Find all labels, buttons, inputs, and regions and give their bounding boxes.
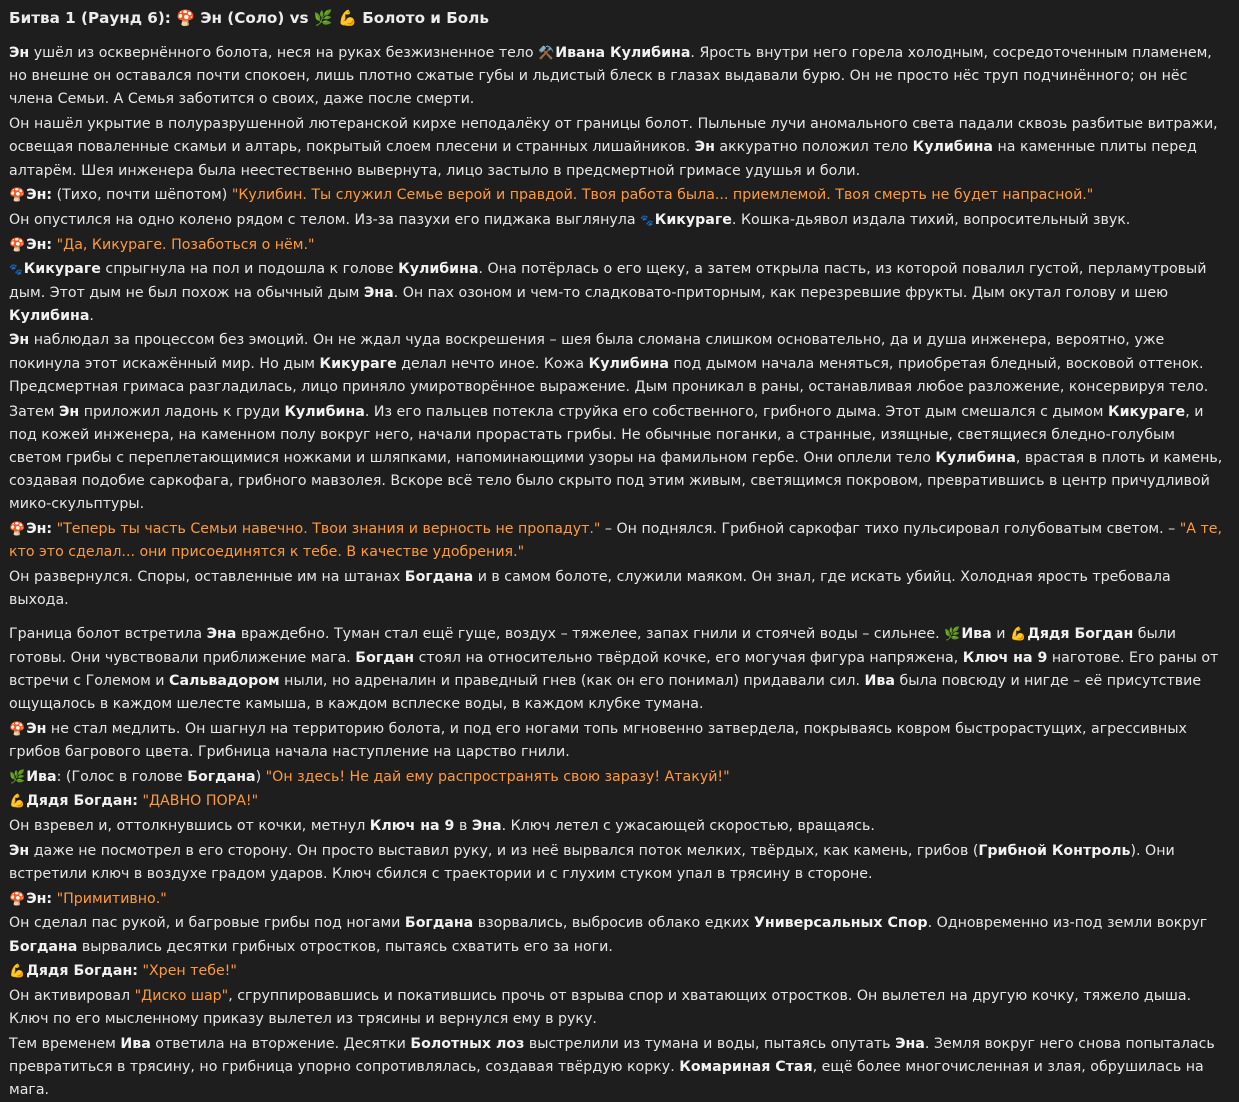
bold-name: Ключ на 9 xyxy=(962,649,1048,666)
bold-name: Ива xyxy=(26,768,57,785)
text-run: аккуратно положил тело xyxy=(714,139,913,156)
paw-prints-icon: 🐾 xyxy=(9,263,23,277)
bold-name: Эна xyxy=(206,626,237,643)
dialogue-quote: "Кулибин. Ты служил Семье верой и правдой. Твоя работа была... приемлемой. Твоя смерть не будет напрасной." xyxy=(231,187,1094,204)
paw-prints-icon: 🐾 xyxy=(640,213,654,227)
paragraph xyxy=(9,623,1230,716)
text-run: ) xyxy=(255,768,266,785)
text-run: не стал медлить. Он шагнул на территорию болота, и под его ногами топь мгновенно затвердела, покрываясь ковром быстрорастущих, агрессивных грибов багрового цвета. Грибница начала наступление на царство гнили. xyxy=(9,720,1187,760)
bold-name: Эн: xyxy=(26,187,53,204)
text-run: , и под кожей инженера, на каменном полу вокруг него, начали прорастать грибы. Не обычные поганки, а странные, изящные, светящиеся бледно-голубым светом грибы с переплетающимися ножками и шляпками, напоминающими узоры на фамильном гербе. Они оплели тело xyxy=(9,403,1204,466)
text-run: Он сделал пас рукой, и багровые грибы под ногами xyxy=(9,915,405,932)
text-run: были готовы. Они чувствовали приближение мага. xyxy=(9,626,1176,666)
bold-name: Кикураге xyxy=(1108,403,1186,420)
bold-name: Ива xyxy=(120,1035,151,1052)
text-run: Он активировал xyxy=(9,987,135,1004)
text-run: . Одновременно из-под земли вокруг xyxy=(927,915,1208,932)
text-run: , ещё более многочисленная и злая, обрушилась на мага. xyxy=(9,1059,1204,1099)
text-run: Он опустился на одно колено рядом с телом. Из-за пазухи его пиджака выглянула xyxy=(9,211,641,228)
text-run: даже не посмотрел в его сторону. Он просто выставил руку, и из неё вырвался поток мелких, твёрдых, как камень, грибов ( xyxy=(29,842,979,859)
paragraph xyxy=(9,1033,1230,1102)
text-run: наготове. Его раны от встречи с Големом и xyxy=(9,649,1219,689)
bold-name: Дядя Богдан: xyxy=(26,963,138,980)
mushroom-icon: 🍄 xyxy=(9,721,26,737)
paragraph xyxy=(9,113,1230,183)
bold-name: Сальвадором xyxy=(169,672,280,689)
text-run: . xyxy=(89,307,94,324)
text-run: на каменные плиты перед алтарём. Шея инженера была неестественно вывернута, лицо застыло в предсмертной гримасе удушья и боли. xyxy=(9,139,1197,179)
text-run: и xyxy=(991,626,1010,643)
bold-name: Кикураге xyxy=(654,211,732,228)
mushroom-icon: 🍄 xyxy=(9,891,26,907)
paragraph xyxy=(9,209,1230,232)
flexed-biceps-icon: 💪 xyxy=(9,964,26,980)
mushroom-icon: 🍄 xyxy=(9,237,26,253)
text-run: ответила на вторжение. Десятки xyxy=(150,1035,411,1052)
text-run: в xyxy=(454,818,472,834)
bold-name: Эн xyxy=(9,332,30,349)
mushroom-icon: 🍄 xyxy=(9,188,26,204)
bold-name: Универсальных Спор xyxy=(753,915,928,932)
paragraph xyxy=(9,718,1230,764)
text-run: ). Они встретили ключ в воздухе градом ударов. Ключ сбился с траектории и с глухим стуком упал в трясину в стороне. xyxy=(9,842,1175,882)
text-run: делал нечто иное. Кожа xyxy=(396,355,589,372)
paragraph xyxy=(9,960,1230,983)
text-run: Граница болот встретила xyxy=(9,626,207,643)
text-run: под дымом начала меняться, приобретая бледный, восковой оттенок. Предсмертная гримаса разгладилась, лицо приняло умиротворённое выражение. Дым проникал в раны, останавливая любое разложение, консервируя тело. xyxy=(9,355,1209,395)
flexed-biceps-icon: 💪 xyxy=(1010,627,1027,643)
text-run: . Она потёрлась о его щеку, а затем открыла пасть, из которой повалил густой, перламутровый дым. Этот дым не был похож на обычный дым xyxy=(9,261,1207,301)
paragraph xyxy=(9,840,1230,886)
dialogue-quote: "Примитивно." xyxy=(56,890,167,907)
dialogue-quote: "Теперь ты часть Семьи навечно. Твои знания и верность не пропадут." xyxy=(56,521,601,538)
bold-name: Эн xyxy=(9,842,30,859)
text-run: спрыгнула на пол и подошла к голове xyxy=(100,261,399,278)
dialogue-quote: "Диско шар" xyxy=(134,987,229,1004)
text-run: Он нашёл укрытие в полуразрушенной лютеранской кирхе неподалёку от границы болот. Пыльные лучи аномального света падали сквозь разбитые витражи, освещая поваленные скамьи и алтарь, покрытый слоем плесени и странных лишайников. xyxy=(9,116,1218,156)
paragraph xyxy=(9,888,1230,911)
dialogue-quote: "Хрен тебе!" xyxy=(142,963,237,980)
text-run: . Ярость внутри него горела холодным, сосредоточенным пламенем, но внешне он оставался почти спокоен, лишь плотно сжатые губы и льдистый блеск в глазах выдавали бурю. Он не просто нёс труп подчинённого; он нёс члена Семьи. А Семья заботится о своих, даже после смерти. xyxy=(9,45,1212,108)
paragraph xyxy=(9,329,1230,399)
paragraph xyxy=(9,790,1230,813)
paragraph xyxy=(9,42,1230,112)
text-run: Тем временем xyxy=(9,1035,121,1052)
bold-name: Богдана xyxy=(187,768,256,785)
bold-name: Эн: xyxy=(26,236,53,253)
dialogue-quote: "Да, Кикураге. Позаботься о нём." xyxy=(56,236,315,253)
text-run: вырвались десятки грибных отростков, пытаясь схватить его за ноги. xyxy=(77,938,613,955)
bold-name: Ивана Кулибина xyxy=(555,45,691,61)
bold-name: Кулибина xyxy=(935,449,1016,466)
paragraph xyxy=(9,234,1230,257)
bold-name: Эн: xyxy=(26,890,53,907)
message-body xyxy=(9,42,1230,1102)
bold-name: Эна xyxy=(363,284,394,301)
herb-icon: 🌿 xyxy=(9,769,26,785)
text-run: , врастая в плоть и камень, создавая подобие саркофага, грибного мавзолея. Вскоре всё тело было скрыто под этим живым, светящимся покровом, превратившись в центр причудливой мико-скульптуры. xyxy=(9,449,1223,513)
paragraph xyxy=(9,912,1230,958)
bold-name: Эна xyxy=(895,1035,925,1052)
text-run: ушёл из осквернённого болота, неся на руках безжизненное тело xyxy=(29,45,539,61)
text-run: Он развернулся. Споры, оставленные им на штанах xyxy=(9,568,405,585)
bold-name: Богдана xyxy=(404,915,474,932)
bold-name: Дядя Богдан: xyxy=(26,793,138,810)
bold-name: Богдана xyxy=(9,938,78,955)
text-run: враждебно. Туман стал ещё гуще, воздух – тяжелее, запах гнили и стоячей воды – сильнее. xyxy=(236,626,945,643)
text-run: . Он пах озоном и чем-то сладковато-приторным, как перезревшие фрукты. Дым окутал голову и шею xyxy=(393,284,1169,301)
paragraph xyxy=(9,518,1230,564)
text-run: . Земля вокруг него снова попыталась превратиться в трясину, но грибница упорно сопротивлялась, создавая твёрдую корку. xyxy=(9,1035,1215,1076)
bold-name: Ключ на 9 xyxy=(369,818,455,834)
paragraph xyxy=(9,566,1230,612)
bold-name: Эн xyxy=(694,139,715,156)
bold-name: Кикураге xyxy=(23,261,101,278)
paragraph xyxy=(9,815,1230,838)
bold-name: Эн xyxy=(59,403,80,420)
bold-name: Эн xyxy=(26,720,47,737)
text-run: и в самом болоте, служили маяком. Он знал, где искать убийц. Холодная ярость требовала выхода. xyxy=(9,568,1171,609)
paragraph xyxy=(9,258,1230,328)
text-run: выстрелили из тумана и воды, пытаясь опутать xyxy=(524,1035,896,1052)
mushroom-icon: 🍄 xyxy=(9,522,26,538)
bold-name: Болотных лоз xyxy=(410,1035,525,1052)
bold-name: Богдан xyxy=(355,649,415,666)
herb-icon: 🌿 xyxy=(944,627,961,643)
bold-name: Кикураге xyxy=(319,355,397,372)
text-run: . Из его пальцев потекла струйка его собственного, грибного дыма. Этот дым смешался с дымом xyxy=(364,403,1108,420)
text-run: стоял на относительно твёрдой кочке, его могучая фигура напряжена, xyxy=(414,649,963,666)
bold-name: Кулибина xyxy=(912,139,994,156)
paragraph xyxy=(9,184,1230,207)
bold-name: Кулибина xyxy=(9,307,90,324)
bold-name: Кулибина xyxy=(398,261,479,278)
text-run: была повсюду и нигде – её присутствие ощущалось в каждом шелесте камыша, в каждом всплеске воды, в каждом клубке тумана. xyxy=(9,672,1202,712)
text-run: , сгруппировавшись и покатившись прочь от взрыва спор и хватающих отростков. Он вылетел на другую кочку, тяжело дыша. Ключ по его мысленному приказу вылетел из трясины и вернулся ему в руку. xyxy=(9,987,1192,1028)
text-run: : (Голос в голове xyxy=(56,768,188,785)
bold-name: Эна xyxy=(471,818,502,834)
bold-name: Богдана xyxy=(404,568,474,585)
hammer-and-pick-icon: ⚒️ xyxy=(538,46,555,61)
paragraph xyxy=(9,985,1230,1031)
text-run: приложил ладонь к груди xyxy=(79,403,285,420)
text-run: наблюдал за процессом без эмоций. Он не ждал чуда воскрешения – шея была сломана слишком основательно, да и душа инженера, вероятно, уже покинула этот искажённый мир. Но дым xyxy=(9,332,1165,372)
paragraph xyxy=(9,401,1230,517)
bold-name: Эн: xyxy=(26,521,53,538)
flexed-biceps-icon: 💪 xyxy=(9,794,26,810)
bold-name: Кулибина xyxy=(588,355,670,372)
text-run: Он взревел и, оттолкнувшись от кочки, метнул xyxy=(9,818,370,834)
bold-name: Дядя Богдан xyxy=(1027,626,1134,643)
text-run: – Он поднялся. Грибной саркофаг тихо пульсировал голубоватым светом. – xyxy=(600,521,1180,538)
text-run: ныли, но адреналин и праведный гнев (как он его понимал) придавали сил. xyxy=(279,672,865,689)
paragraph xyxy=(9,766,1230,789)
text-run: Затем xyxy=(9,403,59,420)
bold-name: Эн xyxy=(9,45,30,61)
dialogue-quote: "А те, кто это сделал... они присоединятся к тебе. В качестве удобрения." xyxy=(9,521,1223,561)
dialogue-quote: "ДАВНО ПОРА!" xyxy=(142,793,259,810)
text-run: (Тихо, почти шёпотом) xyxy=(52,187,232,204)
bold-name: Кулибина xyxy=(284,403,365,420)
text-run: . Кошка-дьявол издала тихий, вопросительный звук. xyxy=(731,211,1131,228)
page-title: Битва 1 (Раунд 6): 🍄 Эн (Соло) vs 🌿 💪 Болото и Боль xyxy=(9,9,489,27)
text-run: . Ключ летел с ужасающей скоростью, вращаясь. xyxy=(501,818,875,834)
bold-name: Ива xyxy=(961,626,992,643)
bold-name: Ива xyxy=(864,672,895,689)
dialogue-quote: "Он здесь! Не дай ему распространять свою заразу! Атакуй!" xyxy=(265,768,730,785)
text-run: взорвались, выбросив облако едких xyxy=(473,915,754,932)
bold-name: Комариная Стая xyxy=(679,1059,813,1076)
bold-name: Грибной Контроль xyxy=(978,842,1131,859)
